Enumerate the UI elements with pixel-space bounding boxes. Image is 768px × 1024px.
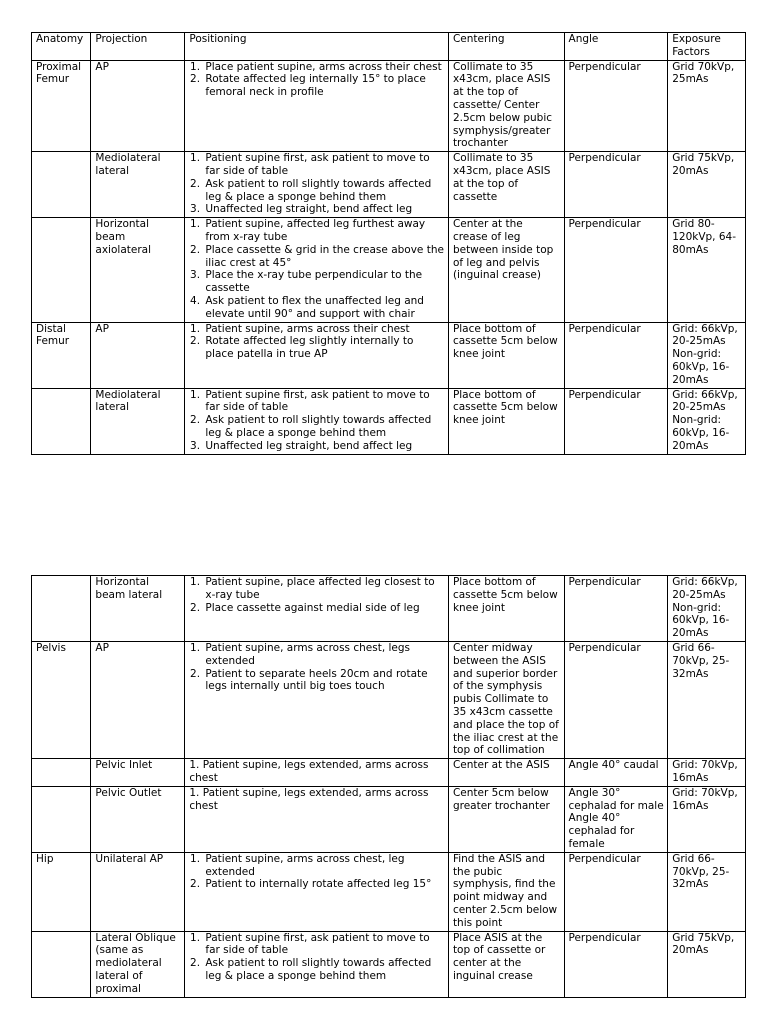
positioning-table-2 (31, 575, 746, 998)
cell-exposure: Grid 66-70kVp, 25-32mAs (668, 852, 746, 931)
cell-centering: Place bottom of cassette 5cm below knee joint (448, 388, 564, 454)
cell-projection: Pelvic Outlet (91, 786, 185, 852)
positioning-step: 3. Unaffected leg straight, bend affect leg (203, 440, 445, 453)
positioning-steps (189, 576, 445, 614)
header-centering: Centering (448, 33, 564, 61)
cell-positioning (185, 388, 449, 454)
positioning-steps (189, 389, 445, 453)
table-row (32, 852, 746, 931)
cell-exposure: Grid: 66kVp, 20-25mAs Non-grid: 60kVp, 16-20mAs (668, 576, 746, 642)
cell-positioning (185, 852, 449, 931)
cell-anatomy (32, 218, 91, 322)
cell-projection: Pelvic Inlet (91, 759, 185, 787)
cell-exposure: Grid 75kVp, 20mAs (668, 152, 746, 218)
cell-positioning (185, 152, 449, 218)
table-row (32, 931, 746, 997)
cell-exposure: Grid 75kVp, 20mAs (668, 931, 746, 997)
cell-anatomy (32, 786, 91, 852)
cell-anatomy (32, 576, 91, 642)
positioning-step: 1. Patient supine, affected leg furthest away from x-ray tube (203, 218, 445, 244)
cell-anatomy (32, 759, 91, 787)
table-row (32, 786, 746, 852)
positioning-step: 3. Unaffected leg straight, bend affect leg (203, 203, 445, 216)
header-positioning: Positioning (185, 33, 449, 61)
cell-projection: AP (91, 322, 185, 388)
cell-angle: Perpendicular (564, 60, 668, 152)
positioning-steps (189, 323, 445, 361)
cell-positioning: 1. Patient supine, legs extended, arms across chest (185, 759, 449, 787)
cell-exposure: Grid 70kVp, 25mAs (668, 60, 746, 152)
positioning-step: 1. Patient supine, arms across their chest (203, 323, 445, 336)
header-exposure-factors: Exposure Factors (668, 33, 746, 61)
positioning-step: 2. Place cassette & grid in the crease above the iliac crest at 45° (203, 244, 445, 270)
cell-angle: Perpendicular (564, 576, 668, 642)
positioning-step: 1. Patient supine, arms across chest, leg extended (203, 853, 445, 879)
cell-exposure: Grid 66-70kVp, 25-32mAs (668, 641, 746, 758)
positioning-step: 1. Place patient supine, arms across their chest (203, 61, 445, 74)
positioning-steps (189, 853, 445, 891)
cell-angle: Angle 40° caudal (564, 759, 668, 787)
cell-centering: Center midway between the ASIS and superior border of the symphysis pubis Collimate to 35 x43cm cassette and place the top of the iliac crest at the top of collimation (448, 641, 564, 758)
table-row (32, 322, 746, 388)
table-row (32, 759, 746, 787)
positioning-step: 2. Rotate affected leg internally 15° to place femoral neck in profile (203, 73, 445, 99)
cell-centering: Find the ASIS and the pubic symphysis, find the point midway and center 2.5cm below this point (448, 852, 564, 931)
cell-centering: Place bottom of cassette 5cm below knee joint (448, 322, 564, 388)
table-row (32, 388, 746, 454)
cell-angle: Perpendicular (564, 322, 668, 388)
cell-centering: Center at the crease of leg between inside top of leg and pelvis (inguinal crease) (448, 218, 564, 322)
cell-centering: Collimate to 35 x43cm, place ASIS at the top of cassette (448, 152, 564, 218)
cell-centering: Center 5cm below greater trochanter (448, 786, 564, 852)
positioning-step: 2. Patient to separate heels 20cm and rotate legs internally until big toes touch (203, 668, 445, 694)
cell-centering: Place ASIS at the top of cassette or center at the inguinal crease (448, 931, 564, 997)
cell-anatomy: Proximal Femur (32, 60, 91, 152)
cell-angle: Perpendicular (564, 388, 668, 454)
table-row (32, 576, 746, 642)
table-2-body (32, 576, 746, 998)
positioning-step: 3. Place the x-ray tube perpendicular to the cassette (203, 269, 445, 295)
cell-projection: Mediolateral lateral (91, 152, 185, 218)
cell-centering: Place bottom of cassette 5cm below knee joint (448, 576, 564, 642)
positioning-step: 1. Patient supine first, ask patient to move to far side of table (203, 152, 445, 178)
cell-angle: Perpendicular (564, 218, 668, 322)
positioning-step: 4. Ask patient to flex the unaffected leg and elevate until 90° and support with chair (203, 295, 445, 321)
positioning-step: 1. Patient supine, arms across chest, legs extended (203, 642, 445, 668)
cell-positioning (185, 60, 449, 152)
cell-projection: Horizontal beam lateral (91, 576, 185, 642)
positioning-step: 2. Rotate affected leg slightly internally to place patella in true AP (203, 335, 445, 361)
positioning-steps (189, 218, 445, 320)
cell-exposure: Grid 80-120kVp, 64-80mAs (668, 218, 746, 322)
cell-positioning: 1. Patient supine, legs extended, arms across chest (185, 786, 449, 852)
table-row (32, 641, 746, 758)
cell-angle: Perpendicular (564, 152, 668, 218)
positioning-step: 1. Patient supine first, ask patient to move to far side of table (203, 932, 445, 958)
cell-anatomy (32, 931, 91, 997)
cell-angle: Angle 30° cephalad for male Angle 40° cephalad for female (564, 786, 668, 852)
positioning-step: 1. Patient supine first, ask patient to move to far side of table (203, 389, 445, 415)
positioning-steps (189, 932, 445, 983)
positioning-steps (189, 61, 445, 99)
positioning-step: 2. Ask patient to roll slightly towards affected leg & place a sponge behind them (203, 178, 445, 204)
cell-positioning (185, 322, 449, 388)
cell-projection: Horizontal beam axiolateral (91, 218, 185, 322)
cell-projection: AP (91, 641, 185, 758)
positioning-steps (189, 152, 445, 216)
positioning-steps (189, 642, 445, 693)
cell-positioning (185, 641, 449, 758)
cell-centering: Center at the ASIS (448, 759, 564, 787)
header-anatomy: Anatomy (32, 33, 91, 61)
table-row (32, 60, 746, 152)
table-1-body (32, 60, 746, 454)
cell-centering: Collimate to 35 x43cm, place ASIS at the top of cassette/ Center 2.5cm below pubic symphysis/greater trochanter (448, 60, 564, 152)
cell-angle: Perpendicular (564, 931, 668, 997)
cell-projection: AP (91, 60, 185, 152)
cell-anatomy (32, 388, 91, 454)
cell-exposure: Grid: 70kVp, 16mAs (668, 786, 746, 852)
positioning-table-1 (31, 32, 746, 455)
table-row (32, 218, 746, 322)
cell-exposure: Grid: 70kVp, 16mAs (668, 759, 746, 787)
cell-positioning (185, 931, 449, 997)
positioning-step: 2. Patient to internally rotate affected leg 15° (203, 878, 445, 891)
positioning-step: 2. Ask patient to roll slightly towards affected leg & place a sponge behind them (203, 414, 445, 440)
header-projection: Projection (91, 33, 185, 61)
cell-anatomy: Hip (32, 852, 91, 931)
table-header-row (32, 33, 746, 61)
cell-anatomy (32, 152, 91, 218)
table-row (32, 152, 746, 218)
cell-projection: Lateral Oblique (same as mediolateral lateral of proximal (91, 931, 185, 997)
cell-positioning (185, 218, 449, 322)
cell-exposure: Grid: 66kVp, 20-25mAs Non-grid: 60kVp, 16-20mAs (668, 322, 746, 388)
positioning-step: 2. Ask patient to roll slightly towards affected leg & place a sponge behind them (203, 957, 445, 983)
cell-positioning (185, 576, 449, 642)
cell-anatomy: Pelvis (32, 641, 91, 758)
cell-projection: Unilateral AP (91, 852, 185, 931)
cell-anatomy: Distal Femur (32, 322, 91, 388)
positioning-step: 2. Place cassette against medial side of leg (203, 602, 445, 615)
header-angle: Angle (564, 33, 668, 61)
cell-exposure: Grid: 66kVp, 20-25mAs Non-grid: 60kVp, 16-20mAs (668, 388, 746, 454)
positioning-step: 1. Patient supine, place affected leg closest to x-ray tube (203, 576, 445, 602)
cell-angle: Perpendicular (564, 852, 668, 931)
cell-projection: Mediolateral lateral (91, 388, 185, 454)
cell-angle: Perpendicular (564, 641, 668, 758)
